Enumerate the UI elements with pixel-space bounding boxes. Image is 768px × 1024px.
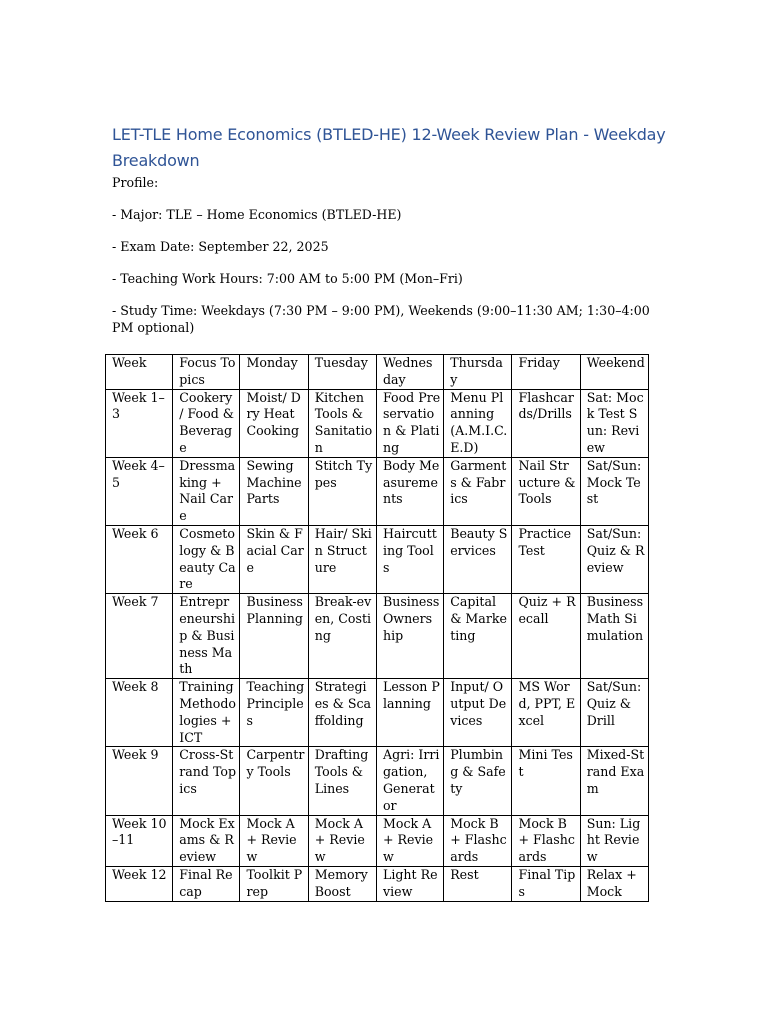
cell-monday: Teaching Principles — [240, 679, 308, 747]
cell-tuesday: Hair/ Skin Structure — [308, 525, 376, 593]
header-weekend: Weekend — [580, 355, 648, 390]
table-row — [106, 747, 649, 815]
cell-focus-topics: Mock Exams & Review — [173, 815, 240, 866]
cell-wednesday: Food Preservation & Plating — [376, 389, 443, 457]
profile-line-work-hours: - Teaching Work Hours: 7:00 AM to 5:00 PM (Mon–Fri) — [112, 271, 463, 286]
table-row — [106, 679, 649, 747]
header-tuesday: Tuesday — [308, 355, 376, 390]
cell-friday: Flashcards/Drills — [512, 389, 580, 457]
cell-weekend: Sat/Sun: Quiz & Drill — [580, 679, 648, 747]
table-header-row — [106, 355, 649, 390]
cell-weekend: Mixed-Strand Exam — [580, 747, 648, 815]
cell-friday: Mock B + Flashcards — [512, 815, 580, 866]
cell-wednesday: Business Ownership — [376, 594, 443, 679]
cell-thursday: Capital & Marketing — [444, 594, 512, 679]
cell-tuesday: Mock A + Review — [308, 815, 376, 866]
header-friday: Friday — [512, 355, 580, 390]
cell-focus-topics: Training Methodologies + ICT — [173, 679, 240, 747]
cell-wednesday: Lesson Planning — [376, 679, 443, 747]
header-wednesday: Wednesday — [376, 355, 443, 390]
cell-thursday: Mock B + Flashcards — [444, 815, 512, 866]
header-week: Week — [106, 355, 173, 390]
cell-monday: Moist/ Dry Heat Cooking — [240, 389, 308, 457]
cell-thursday: Input/ Output Devices — [444, 679, 512, 747]
cell-wednesday: Mock A + Review — [376, 815, 443, 866]
cell-week: Week 12 — [106, 866, 173, 901]
cell-monday: Mock A + Review — [240, 815, 308, 866]
cell-monday: Toolkit Prep — [240, 866, 308, 901]
cell-week: Week 4–5 — [106, 457, 173, 525]
cell-tuesday: Break-even, Costing — [308, 594, 376, 679]
cell-weekend: Relax + Mock — [580, 866, 648, 901]
page-title: LET-TLE Home Economics (BTLED-HE) 12-Week Review Plan - Weekday Breakdown — [112, 125, 666, 170]
cell-wednesday: Haircutting Tools — [376, 525, 443, 593]
cell-monday: Carpentry Tools — [240, 747, 308, 815]
cell-thursday: Rest — [444, 866, 512, 901]
cell-focus-topics: Final Recap — [173, 866, 240, 901]
table-row — [106, 866, 649, 901]
table-row — [106, 457, 649, 525]
cell-tuesday: Stitch Types — [308, 457, 376, 525]
cell-wednesday: Body Measurements — [376, 457, 443, 525]
header-thursday: Thursday — [444, 355, 512, 390]
cell-thursday: Menu Planning (A.M.I.C.E.D) — [444, 389, 512, 457]
cell-thursday: Plumbing & Safety — [444, 747, 512, 815]
cell-weekend: Sun: Light Review — [580, 815, 648, 866]
cell-week: Week 1–3 — [106, 389, 173, 457]
cell-week: Week 10–11 — [106, 815, 173, 866]
review-plan-table — [105, 354, 649, 902]
cell-tuesday: Kitchen Tools & Sanitation — [308, 389, 376, 457]
cell-weekend: Sat/Sun: Quiz & Review — [580, 525, 648, 593]
cell-weekend: Sat: Mock Test Sun: Review — [580, 389, 648, 457]
cell-friday: Mini Test — [512, 747, 580, 815]
cell-wednesday: Agri: Irrigation, Generator — [376, 747, 443, 815]
cell-friday: Practice Test — [512, 525, 580, 593]
cell-tuesday: Drafting Tools & Lines — [308, 747, 376, 815]
table-row — [106, 594, 649, 679]
cell-thursday: Garments & Fabrics — [444, 457, 512, 525]
cell-focus-topics: Dressmaking + Nail Care — [173, 457, 240, 525]
cell-friday: Nail Structure & Tools — [512, 457, 580, 525]
header-monday: Monday — [240, 355, 308, 390]
table-row — [106, 525, 649, 593]
cell-focus-topics: Entrepreneurship & Business Math — [173, 594, 240, 679]
cell-friday: Quiz + Recall — [512, 594, 580, 679]
profile-line-study-time: - Study Time: Weekdays (7:30 PM – 9:00 PM), Weekends (9:00–11:30 AM; 1:30–4:00 PM optional) — [112, 303, 650, 335]
cell-tuesday: Memory Boost — [308, 866, 376, 901]
cell-weekend: Business Math Simulation — [580, 594, 648, 679]
table-row — [106, 389, 649, 457]
cell-friday: Final Tips — [512, 866, 580, 901]
cell-week: Week 8 — [106, 679, 173, 747]
cell-weekend: Sat/Sun: Mock Test — [580, 457, 648, 525]
table-row — [106, 815, 649, 866]
cell-monday: Skin & Facial Care — [240, 525, 308, 593]
cell-week: Week 6 — [106, 525, 173, 593]
cell-week: Week 9 — [106, 747, 173, 815]
cell-tuesday: Strategies & Scaffolding — [308, 679, 376, 747]
cell-monday: Business Planning — [240, 594, 308, 679]
profile-heading: Profile: — [112, 175, 159, 190]
cell-week: Week 7 — [106, 594, 173, 679]
cell-thursday: Beauty Services — [444, 525, 512, 593]
cell-monday: Sewing Machine Parts — [240, 457, 308, 525]
cell-focus-topics: Cross-Strand Topics — [173, 747, 240, 815]
cell-focus-topics: Cookery / Food & Beverage — [173, 389, 240, 457]
profile-section — [112, 174, 657, 351]
cell-focus-topics: Cosmetology & Beauty Care — [173, 525, 240, 593]
cell-friday: MS Word, PPT, Excel — [512, 679, 580, 747]
profile-line-exam-date: - Exam Date: September 22, 2025 — [112, 239, 329, 254]
profile-line-major: - Major: TLE – Home Economics (BTLED-HE) — [112, 207, 402, 222]
cell-wednesday: Light Review — [376, 866, 443, 901]
header-focus-topics: Focus Topics — [173, 355, 240, 390]
